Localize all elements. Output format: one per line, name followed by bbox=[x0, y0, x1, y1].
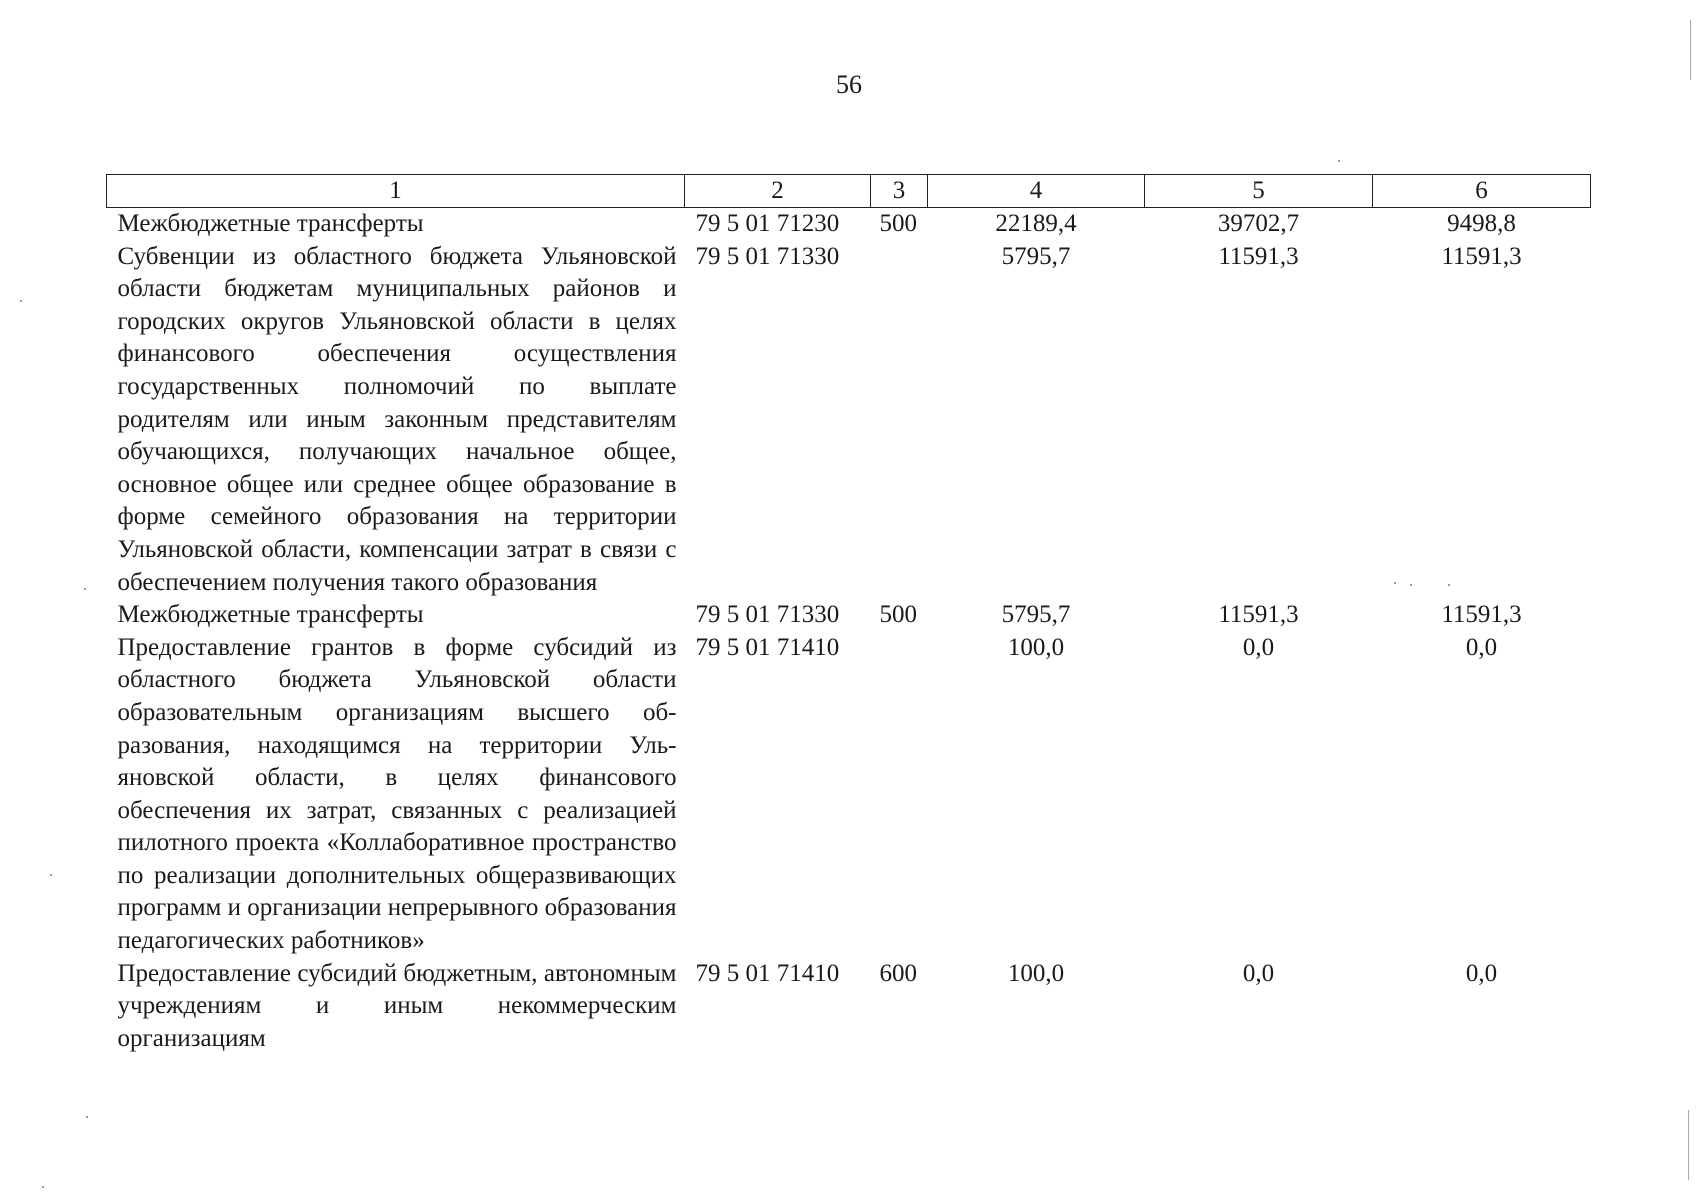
header-col-6: 6 bbox=[1373, 175, 1591, 208]
row-value-col6: 11591,3 bbox=[1441, 601, 1522, 629]
header-col-4: 4 bbox=[928, 175, 1145, 208]
header-col-1: 1 bbox=[107, 175, 685, 208]
row-value-col4: 100,0 bbox=[1007, 633, 1065, 661]
scan-speck bbox=[1338, 160, 1340, 162]
table-row bbox=[107, 241, 1591, 600]
table-row bbox=[107, 632, 1591, 958]
budget-table bbox=[106, 174, 1591, 1055]
row-expense-type: 600 bbox=[879, 959, 917, 987]
page-number: 56 bbox=[836, 70, 862, 99]
scan-speck bbox=[84, 588, 86, 590]
scan-edge-mark bbox=[1690, 20, 1691, 80]
row-value-col5: 39702,7 bbox=[1217, 210, 1300, 237]
row-value-col4: 5795,7 bbox=[1001, 242, 1071, 270]
row-target-code: 79 5 01 71230 bbox=[695, 210, 840, 237]
scan-speck bbox=[1394, 582, 1396, 584]
row-value-col4: 22189,4 bbox=[995, 210, 1077, 237]
scan-edge-mark bbox=[1688, 1110, 1689, 1180]
row-value-col6: 0,0 bbox=[1465, 959, 1498, 987]
row-target-code: 79 5 01 71410 bbox=[695, 633, 840, 661]
row-expense-type: 500 bbox=[879, 210, 917, 237]
header-row bbox=[107, 175, 1591, 208]
row-value-col5: 11591,3 bbox=[1218, 242, 1299, 270]
row-target-code: 79 5 01 71410 bbox=[695, 959, 840, 987]
scan-speck bbox=[1410, 584, 1412, 586]
row-description: Субвенции из областного бюджета Ульяновской области бюджетам муниципальных районов и городских округов Ульяновской области в целях финансового обеспечения осуществления государственных полномочий по выплате родителям или иным законным представителям обучающихся, получающих начальное общее, основное общее или среднее общее образование в форме семейного образования на территории Ульяновской области, компенсации затрат в связи с обеспечением получения такого образования bbox=[117, 242, 677, 596]
row-value-col6: 9498,8 bbox=[1447, 210, 1516, 237]
row-expense-type: 500 bbox=[879, 601, 917, 629]
row-value-col6: 11591,3 bbox=[1441, 242, 1522, 270]
row-value-col4: 100,0 bbox=[1007, 959, 1065, 987]
row-description: Межбюджетные трансферты bbox=[117, 601, 424, 629]
scan-speck bbox=[1448, 584, 1450, 586]
scan-speck bbox=[20, 300, 22, 302]
row-target-code: 79 5 01 71330 bbox=[695, 601, 840, 629]
row-value-col4: 5795,7 bbox=[1001, 601, 1071, 629]
row-value-col5: 0,0 bbox=[1242, 633, 1275, 661]
scan-speck bbox=[42, 1186, 44, 1188]
scan-speck bbox=[86, 1116, 88, 1118]
header-col-3: 3 bbox=[871, 175, 928, 208]
row-description: Предоставление субсидий бюджетным, автономным учреждениям и иным некоммерческим организациям bbox=[117, 959, 677, 1052]
row-expense-type bbox=[871, 241, 928, 600]
table-row bbox=[107, 958, 1591, 1056]
row-description: Межбюджетные трансферты bbox=[117, 210, 424, 237]
table-row bbox=[107, 599, 1591, 632]
row-expense-type bbox=[871, 632, 928, 958]
header-col-2: 2 bbox=[685, 175, 871, 208]
row-description: Предоставление грантов в форме субсидий из областного бюджета Ульяновской области образовательным организациям высшего образования, находящимся на территории Ульяновской области, в целях финансового обеспечения их затрат, связанных с реализацией пилотного проекта «Коллаборативное пространство по реализации дополнительных общеразвивающих программ и организации непрерывного образования педагогических работников» bbox=[117, 633, 677, 955]
row-value-col5: 11591,3 bbox=[1218, 601, 1299, 629]
row-target-code: 79 5 01 71330 bbox=[695, 242, 840, 270]
table-row bbox=[107, 208, 1591, 241]
row-value-col5: 0,0 bbox=[1242, 959, 1275, 987]
row-value-col6: 0,0 bbox=[1465, 633, 1498, 661]
header-col-5: 5 bbox=[1145, 175, 1373, 208]
scan-speck bbox=[50, 874, 52, 876]
